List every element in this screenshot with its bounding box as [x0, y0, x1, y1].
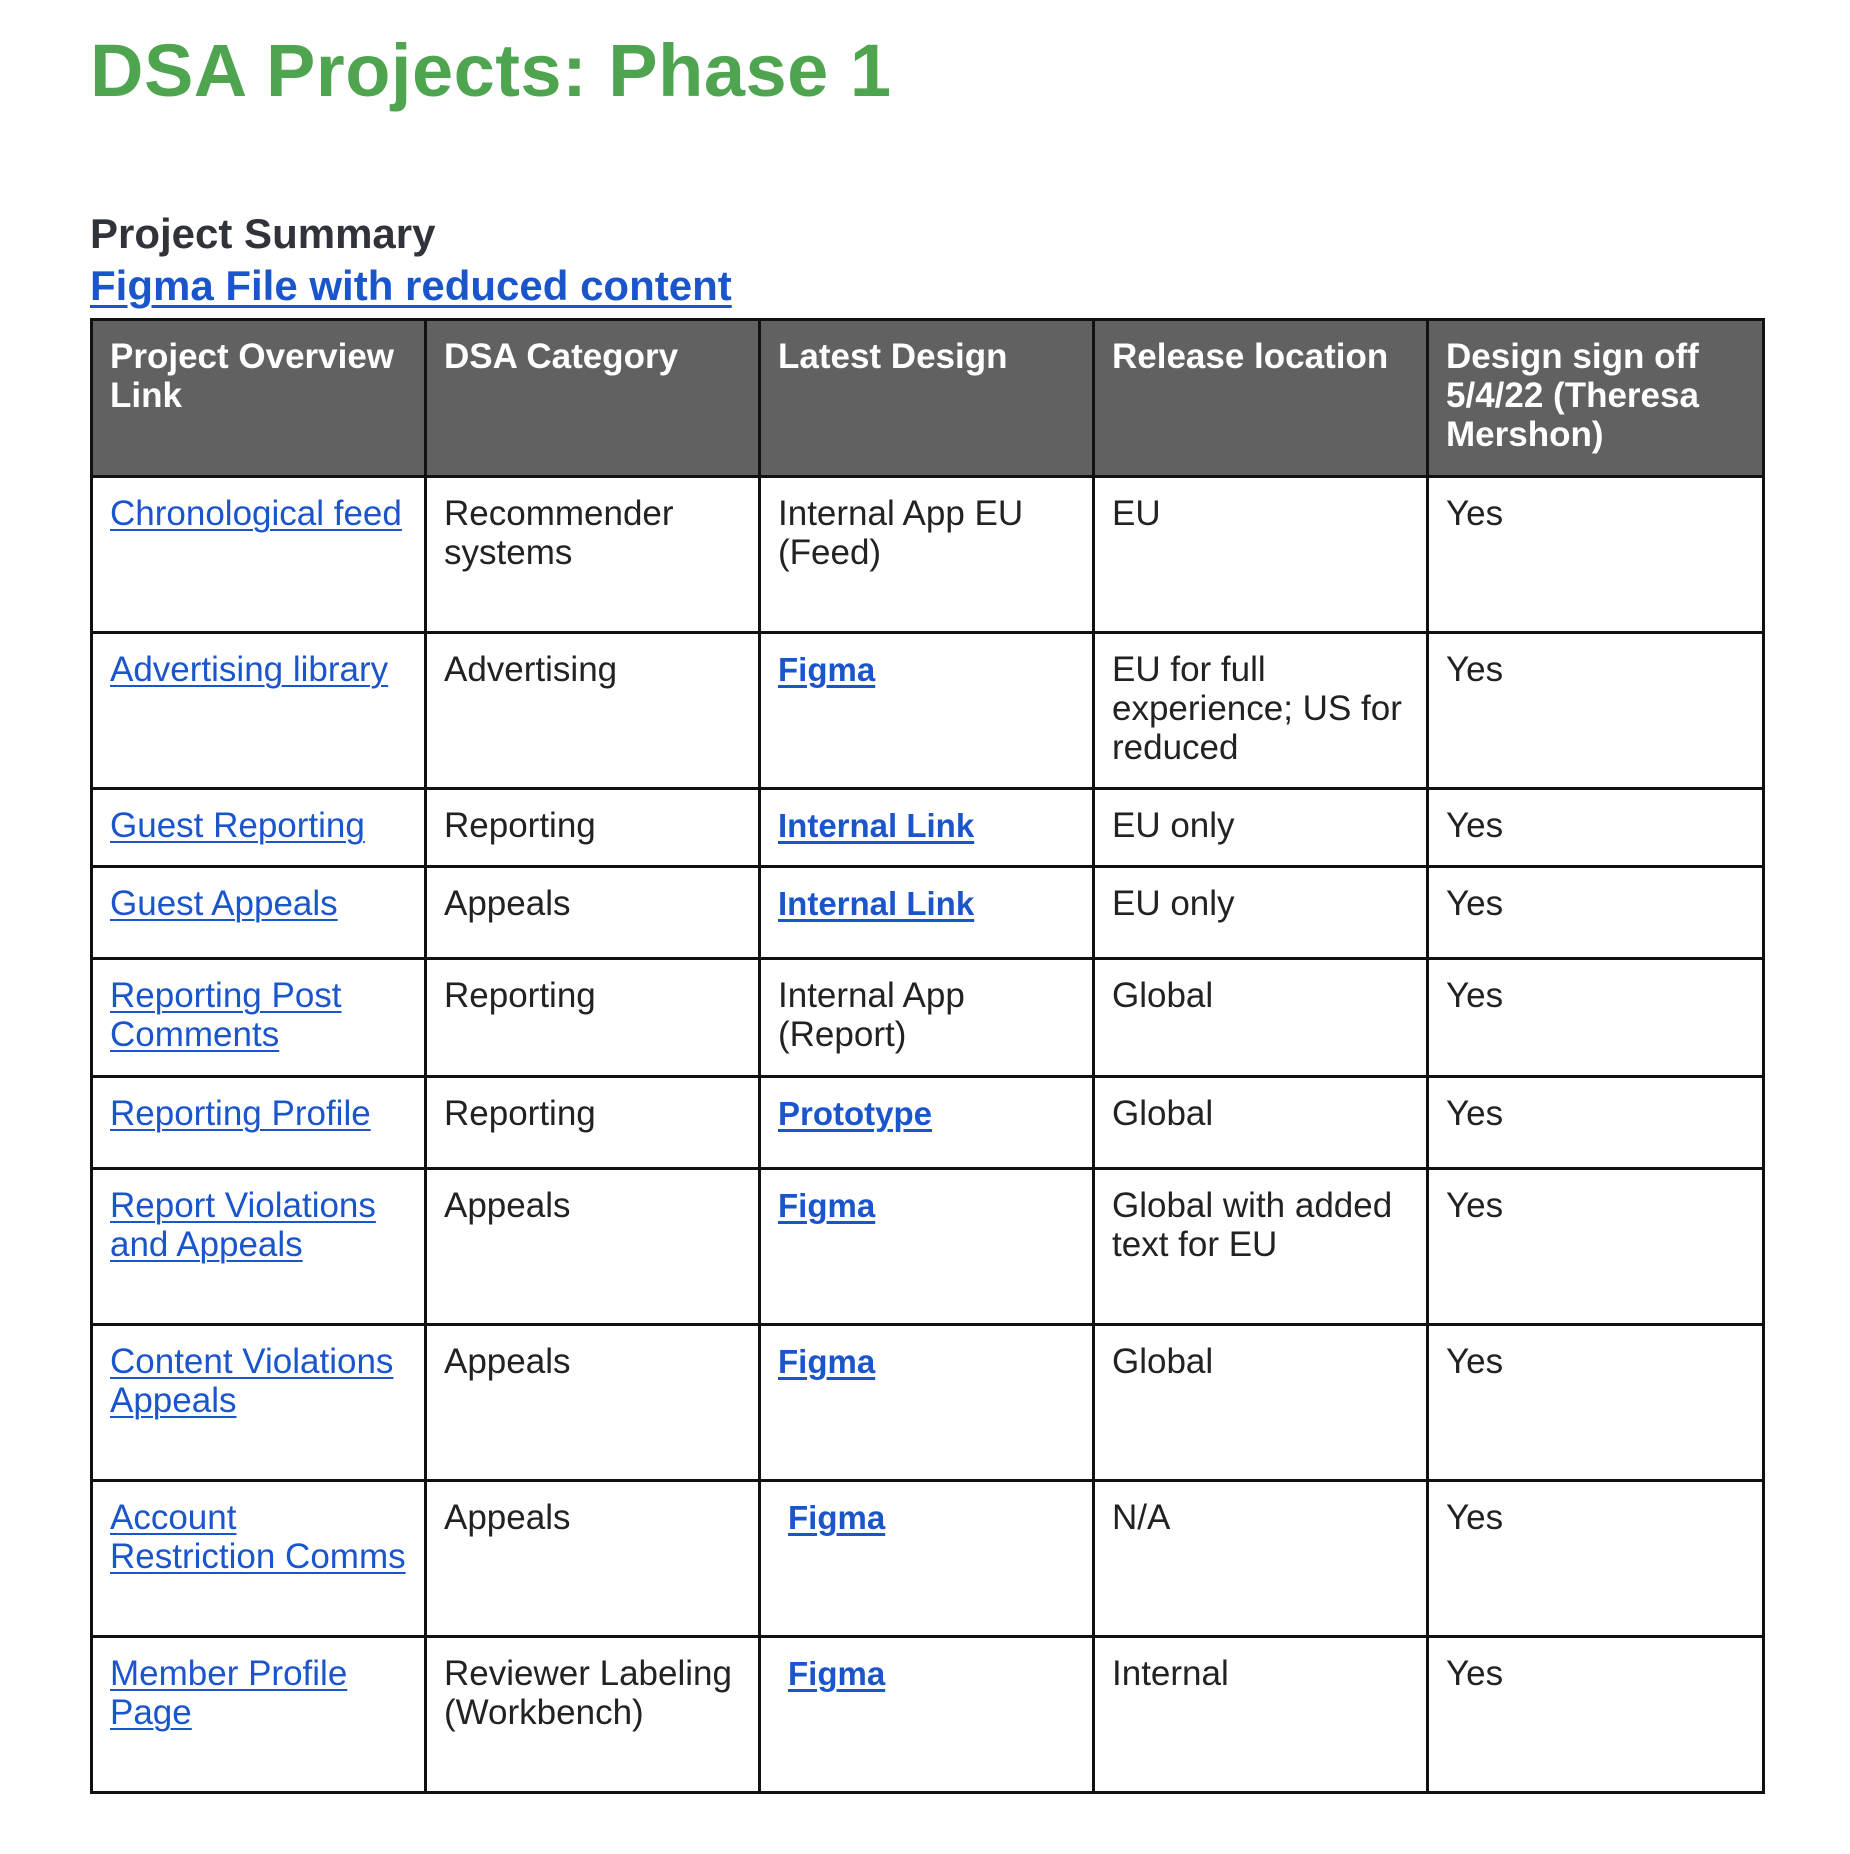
- project-cell: [92, 1077, 426, 1169]
- project-cell: [92, 1481, 426, 1637]
- project-link-advertising-library[interactable]: Advertising library: [110, 650, 389, 689]
- design-cell: [760, 1169, 1094, 1325]
- design-cell: [760, 633, 1094, 789]
- table-row: [92, 789, 1764, 867]
- category-cell: Advertising: [426, 633, 760, 789]
- design-cell: [760, 789, 1094, 867]
- project-link-report-violations-and-appeals[interactable]: Report Violations and Appeals: [110, 1186, 376, 1264]
- project-cell: [92, 633, 426, 789]
- design-cell: [760, 1637, 1094, 1793]
- project-cell: [92, 789, 426, 867]
- design-cell: [760, 1481, 1094, 1637]
- category-cell: Appeals: [426, 1481, 760, 1637]
- design-cell: [760, 1077, 1094, 1169]
- table-row: [92, 1325, 1764, 1481]
- release-cell: EU only: [1094, 867, 1428, 959]
- signoff-cell: Yes: [1428, 789, 1764, 867]
- category-cell: Appeals: [426, 867, 760, 959]
- category-cell: Reviewer Labeling (Workbench): [426, 1637, 760, 1793]
- project-cell: [92, 959, 426, 1077]
- release-cell: Global: [1094, 1325, 1428, 1481]
- table-row: [92, 1169, 1764, 1325]
- signoff-cell: Yes: [1428, 1077, 1764, 1169]
- project-link-account-restriction-comms[interactable]: Account Restriction Comms: [110, 1498, 406, 1576]
- signoff-cell: Yes: [1428, 1481, 1764, 1637]
- design-link-figma[interactable]: Figma: [778, 651, 876, 688]
- table-header-row: [92, 320, 1764, 477]
- project-link-guest-reporting[interactable]: Guest Reporting: [110, 806, 365, 845]
- category-cell: Appeals: [426, 1169, 760, 1325]
- project-link-member-profile-page[interactable]: Member Profile Page: [110, 1654, 348, 1732]
- signoff-cell: Yes: [1428, 633, 1764, 789]
- category-cell: Appeals: [426, 1325, 760, 1481]
- table-row: [92, 1077, 1764, 1169]
- section-heading: Project Summary: [90, 210, 436, 257]
- table-row: [92, 477, 1764, 633]
- table-row: [92, 1481, 1764, 1637]
- header-project-overview-link: Project Overview Link: [92, 320, 426, 477]
- table-row: [92, 1637, 1764, 1793]
- design-link-figma[interactable]: Figma: [788, 1655, 886, 1692]
- project-cell: [92, 477, 426, 633]
- header-dsa-category: DSA Category: [426, 320, 760, 477]
- release-cell: Global: [1094, 959, 1428, 1077]
- signoff-cell: Yes: [1428, 1325, 1764, 1481]
- release-cell: N/A: [1094, 1481, 1428, 1637]
- release-cell: EU: [1094, 477, 1428, 633]
- project-link-content-violations-appeals[interactable]: Content Violations Appeals: [110, 1342, 394, 1420]
- design-link-internal[interactable]: Internal Link: [778, 885, 975, 922]
- design-cell: Internal App (Report): [760, 959, 1094, 1077]
- release-cell: Internal: [1094, 1637, 1428, 1793]
- signoff-cell: Yes: [1428, 959, 1764, 1077]
- table-row: [92, 959, 1764, 1077]
- project-cell: [92, 1637, 426, 1793]
- project-link-guest-appeals[interactable]: Guest Appeals: [110, 884, 338, 923]
- release-cell: EU only: [1094, 789, 1428, 867]
- design-link-figma[interactable]: Figma: [778, 1187, 876, 1224]
- project-link-reporting-post-comments[interactable]: Reporting Post Comments: [110, 976, 342, 1054]
- header-release-location: Release location: [1094, 320, 1428, 477]
- design-cell: [760, 1325, 1094, 1481]
- project-cell: [92, 1325, 426, 1481]
- design-cell: Internal App EU (Feed): [760, 477, 1094, 633]
- table-row: [92, 633, 1764, 789]
- signoff-cell: Yes: [1428, 1169, 1764, 1325]
- project-summary-table: [90, 318, 1765, 1794]
- project-cell: [92, 1169, 426, 1325]
- category-cell: Reporting: [426, 1077, 760, 1169]
- release-cell: EU for full experience; US for reduced: [1094, 633, 1428, 789]
- figma-file-link[interactable]: Figma File with reduced content: [90, 262, 732, 309]
- project-link-chronological-feed[interactable]: Chronological feed: [110, 494, 402, 533]
- signoff-cell: Yes: [1428, 867, 1764, 959]
- page-title: DSA Projects: Phase 1: [90, 29, 892, 112]
- project-link-reporting-profile[interactable]: Reporting Profile: [110, 1094, 371, 1133]
- category-cell: Recommender systems: [426, 477, 760, 633]
- design-link-prototype[interactable]: Prototype: [778, 1095, 933, 1132]
- design-link-figma[interactable]: Figma: [788, 1499, 886, 1536]
- design-cell: [760, 867, 1094, 959]
- header-latest-design: Latest Design: [760, 320, 1094, 477]
- table-row: [92, 867, 1764, 959]
- signoff-cell: Yes: [1428, 1637, 1764, 1793]
- release-cell: Global: [1094, 1077, 1428, 1169]
- release-cell: Global with added text for EU: [1094, 1169, 1428, 1325]
- design-link-figma[interactable]: Figma: [778, 1343, 876, 1380]
- signoff-cell: Yes: [1428, 477, 1764, 633]
- project-cell: [92, 867, 426, 959]
- design-link-internal[interactable]: Internal Link: [778, 807, 975, 844]
- category-cell: Reporting: [426, 959, 760, 1077]
- header-design-sign-off: Design sign off 5/4/22 (Theresa Mershon): [1428, 320, 1764, 477]
- category-cell: Reporting: [426, 789, 760, 867]
